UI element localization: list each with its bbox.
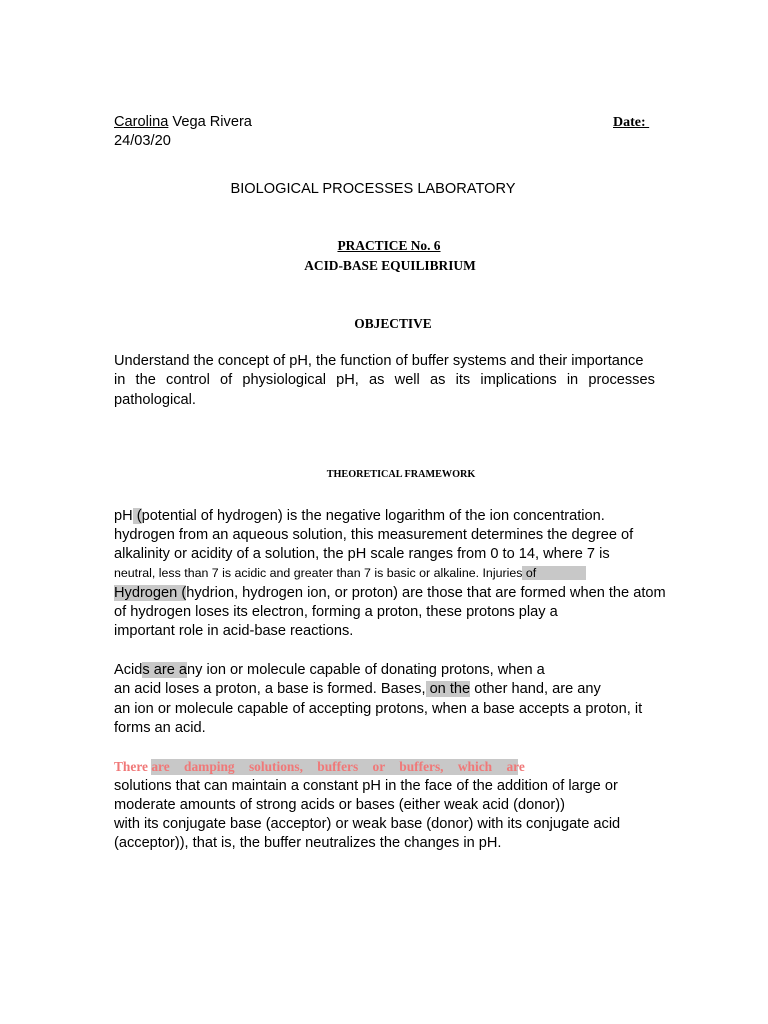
p2-line-4: forms an acid. xyxy=(114,720,206,736)
p1-text: hydrion, hydrogen ion, or proton) are those that are formed when the atom xyxy=(186,585,666,601)
objective-word: pH, xyxy=(336,372,359,388)
p3-line-3: moderate amounts of strong acids or bases (either weak acid (donor)) xyxy=(114,797,566,813)
p3-line-4: with its conjugate base (acceptor) or weak base (donor) with its conjugate acid xyxy=(114,816,621,832)
p2-text: Acid xyxy=(114,662,143,678)
practice-number: PRACTICE No. 6 xyxy=(337,238,441,253)
objective-word: as xyxy=(369,372,385,388)
date-label: Date: xyxy=(613,115,650,130)
p3-text: There xyxy=(114,759,152,774)
objective-line-2 xyxy=(114,372,655,388)
objective-word: the xyxy=(135,372,156,388)
p1-line-1 xyxy=(114,508,669,524)
p1-highlight: Hydrogen ( xyxy=(114,585,187,601)
p1-line-6: of hydrogen loses its electron, forming a proton, these protons play a xyxy=(114,604,558,620)
objective-word: of xyxy=(220,372,233,388)
objective-heading: OBJECTIVE xyxy=(354,316,432,331)
objective-word: in xyxy=(566,372,579,388)
p3-highlight: are damping solutions, buffers or buffers, which are xyxy=(151,759,525,774)
p2-text: ny ion or molecule capable of donating protons, when a xyxy=(187,662,545,678)
objective-word: in xyxy=(114,372,126,388)
p3-line-5: (acceptor)), that is, the buffer neutralizes the changes in pH. xyxy=(114,835,502,851)
objective-word: well xyxy=(394,372,420,388)
p1-text: neutral, less than 7 is acidic and greater than 7 is basic or alkaline. Injuries xyxy=(114,566,523,580)
lab-title: BIOLOGICAL PROCESSES LABORATORY xyxy=(230,181,516,197)
objective-line-1: Understand the concept of pH, the function of buffer systems and their importance xyxy=(114,353,644,369)
objective-word: processes xyxy=(588,372,655,388)
objective-word: implications xyxy=(480,372,557,388)
objective-word: physiological xyxy=(242,372,326,388)
p2-line-1 xyxy=(114,662,669,678)
author-last-name: Vega Rivera xyxy=(168,114,252,130)
p1-line-2: hydrogen from an aqueous solution, this measurement determines the degree of xyxy=(114,527,634,543)
p2-text: an acid loses a proton, a base is formed. Bases, xyxy=(114,681,426,697)
p2-line-3: an ion or molecule capable of accepting protons, when a base accepts a proton, it xyxy=(114,701,643,717)
p1-line-3: alkalinity or acidity of a solution, the pH scale ranges from 0 to 14, where 7 is xyxy=(114,546,610,562)
author-first-name: Carolina xyxy=(114,114,169,130)
p2-text: other hand, are any xyxy=(470,681,601,697)
p1-highlight: ( xyxy=(132,508,142,524)
p1-line-5 xyxy=(114,585,669,601)
p2-highlight: on the xyxy=(425,681,471,697)
objective-word: control xyxy=(166,372,210,388)
p2-highlight: s are a xyxy=(142,662,188,678)
p1-highlight: of xyxy=(522,566,586,580)
p3-line-1 xyxy=(114,759,669,775)
p1-line-4 xyxy=(114,566,669,580)
p1-text: pH xyxy=(114,508,133,524)
practice-title: ACID-BASE EQUILIBRIUM xyxy=(304,258,476,273)
objective-line-3: pathological. xyxy=(114,392,196,408)
p1-text: potential of hydrogen) is the negative logarithm of the ion concentration. xyxy=(141,508,605,524)
framework-heading: THEORETICAL FRAMEWORK xyxy=(326,469,476,480)
objective-word: as xyxy=(429,372,446,388)
objective-word: its xyxy=(455,372,471,388)
p3-line-2: solutions that can maintain a constant pH in the face of the addition of large or xyxy=(114,778,618,794)
author-name xyxy=(114,114,252,130)
p1-line-7: important role in acid-base reactions. xyxy=(114,623,354,639)
p2-line-2 xyxy=(114,681,669,697)
date-value: 24/03/20 xyxy=(114,133,171,149)
